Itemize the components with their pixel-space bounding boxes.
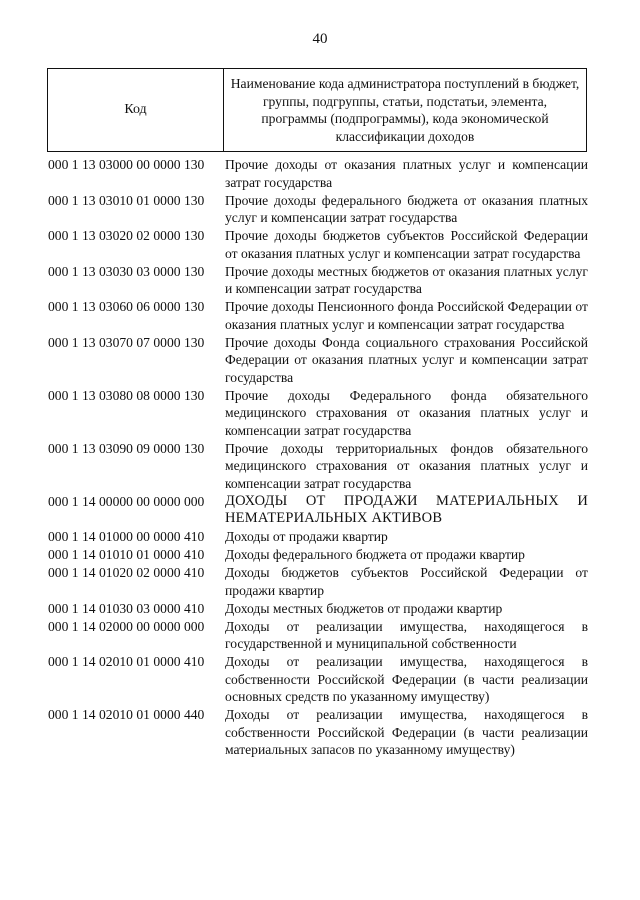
row-code: 000 1 13 03060 06 0000 130 (48, 299, 205, 314)
row-code: 000 1 13 03020 02 0000 130 (48, 228, 205, 243)
row-code: 000 1 14 02000 00 0000 000 (48, 618, 205, 634)
row-code: 000 1 13 03070 07 0000 130 (48, 334, 205, 350)
table-row (48, 653, 588, 706)
row-code: 000 1 14 01030 03 0000 410 (48, 600, 205, 616)
row-name: Прочие доходы федерального бюджета от оказания платных услуг и компенсации затрат государства (225, 192, 588, 225)
header-name-label: Наименование кода администратора поступлений в бюджет, группы, подгруппы, статьи, подстатьи, элемента, программы (подпрограммы), кода экономической классификации доходов (230, 76, 580, 144)
table-row (48, 600, 588, 618)
classification-rows (48, 156, 588, 759)
table-row (48, 618, 588, 653)
row-name: Прочие доходы территориальных фондов обязательного медицинского страхования от оказания платных услуг и компенсации затрат государства (225, 440, 588, 491)
table-row (48, 156, 588, 191)
section-heading: ДОХОДЫ ОТ ПРОДАЖИ МАТЕРИАЛЬНЫХ И НЕМАТЕРИАЛЬНЫХ АКТИВОВ (225, 492, 588, 526)
row-code: 000 1 14 01020 02 0000 410 (48, 565, 205, 580)
table-row (48, 706, 588, 759)
table-row (48, 227, 588, 262)
header-code-label: Код (48, 69, 224, 151)
row-name: Доходы от реализации имущества, находящегося в государственной и муниципальной собственности (225, 618, 588, 651)
row-code: 000 1 13 03080 08 0000 130 (48, 387, 205, 403)
table-row (48, 192, 588, 227)
row-name: Прочие доходы местных бюджетов от оказания платных услуг и компенсации затрат государства (225, 263, 588, 296)
row-code: 000 1 13 03030 03 0000 130 (48, 263, 205, 279)
table-row (48, 564, 588, 599)
row-code: 000 1 14 01010 01 0000 410 (48, 547, 205, 562)
row-name: Прочие доходы Пенсионного фонда Российской Федерации от оказания платных услуг и компенсации затрат государства (225, 299, 588, 332)
row-code: 000 1 13 03000 00 0000 130 (48, 157, 205, 172)
row-name: Прочие доходы бюджетов субъектов Российской Федерации от оказания платных услуг и компенсации затрат государства (225, 228, 588, 261)
row-name: Прочие доходы Фонда социального страхования Российской Федерации от оказания платных услуг и компенсации затрат государства (225, 334, 588, 385)
table-row (48, 440, 588, 493)
row-name: Прочие доходы Федерального фонда обязательного медицинского страхования от оказания платных услуг и компенсации затрат государства (225, 387, 588, 438)
row-name: Доходы бюджетов субъектов Российской Федерации от продажи квартир (225, 565, 588, 598)
page-number: 40 (312, 31, 328, 47)
table-row (48, 546, 588, 564)
row-code: 000 1 13 03010 01 0000 130 (48, 192, 205, 208)
row-code: 000 1 13 03090 09 0000 130 (48, 440, 205, 456)
row-name: Прочие доходы от оказания платных услуг и компенсации затрат государства (225, 157, 588, 190)
row-name: Доходы от продажи квартир (225, 529, 388, 544)
row-code: 000 1 14 02010 01 0000 410 (48, 654, 205, 669)
table-row (48, 263, 588, 298)
row-name: Доходы от реализации имущества, находящегося в собственности Российской Федерации (в части реализации материальных запасов по указанному имуществу) (225, 707, 588, 757)
row-code: 000 1 14 02010 01 0000 440 (48, 707, 205, 722)
table-header (47, 68, 587, 152)
row-name: Доходы федерального бюджета от продажи квартир (225, 547, 525, 562)
row-code: 000 1 14 00000 00 0000 000 (48, 493, 205, 509)
row-name: Доходы местных бюджетов от продажи квартир (225, 600, 503, 616)
table-row (48, 334, 588, 387)
row-code: 000 1 14 01000 00 0000 410 (48, 529, 205, 544)
row-name: Доходы от реализации имущества, находящегося в собственности Российской Федерации (в части реализации основных средств по указанному имуществу) (225, 654, 588, 704)
table-row (48, 387, 588, 440)
table-row (48, 298, 588, 333)
table-row (48, 528, 588, 546)
table-row-section-heading (48, 493, 588, 528)
